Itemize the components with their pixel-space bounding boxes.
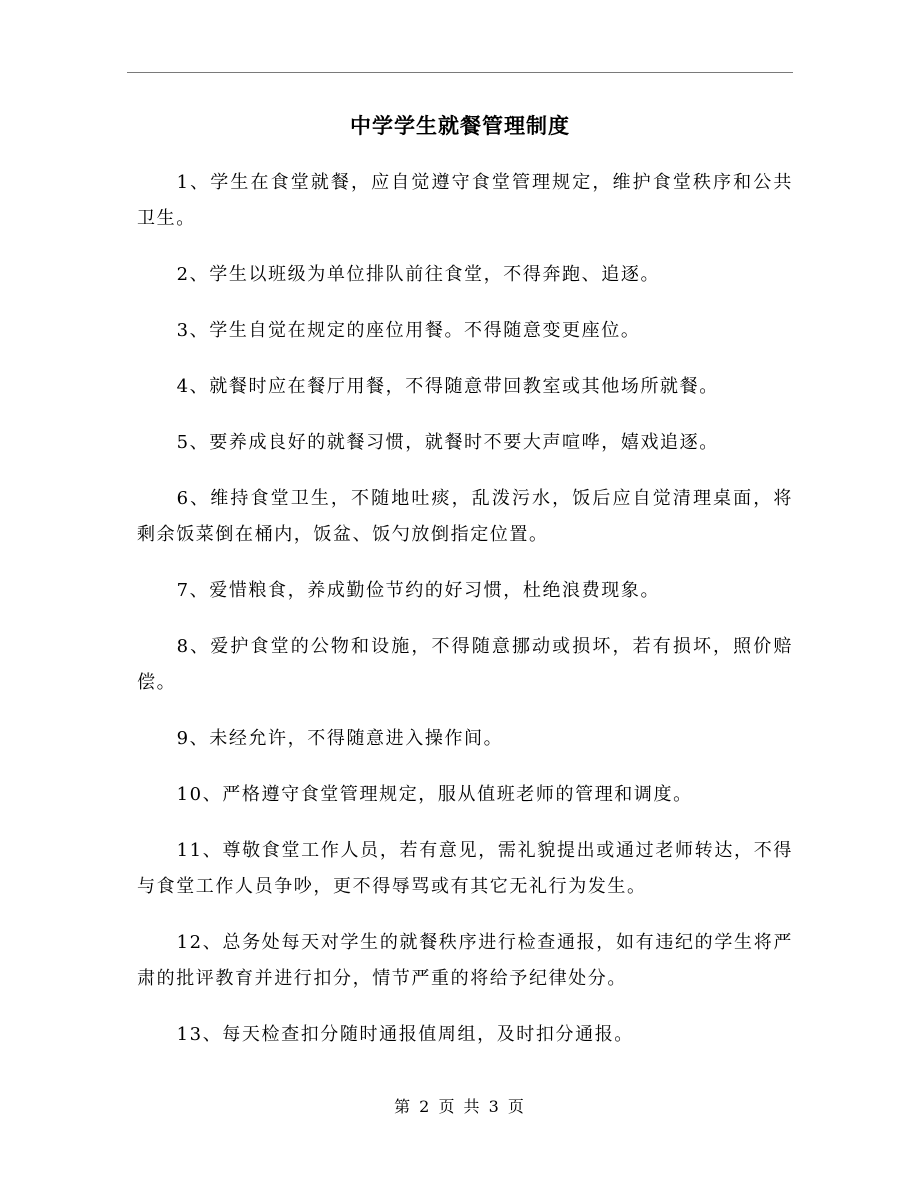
rule-item-12: 12、总务处每天对学生的就餐秩序进行检查通报，如有违纪的学生将严肃的批评教育并进行扣分，情节严重的将给予纪律处分。: [137, 932, 793, 989]
rule-item-6: 6、维持食堂卫生，不随地吐痰，乱泼污水，饭后应自觉清理桌面，将剩余饭菜倒在桶内，饭盆、饭勺放倒指定位置。: [137, 488, 793, 545]
rule-item-10: 10、严格遵守食堂管理规定，服从值班老师的管理和调度。: [176, 784, 693, 805]
rule-item-3: 3、学生自觉在规定的座位用餐。不得随意变更座位。: [176, 320, 641, 341]
rules-list: [137, 165, 793, 1073]
rule-item-1: 1、学生在食堂就餐，应自觉遵守食堂管理规定，维护食堂秩序和公共卫生。: [137, 172, 793, 229]
rule-item-7: 7、爱惜粮食，养成勤俭节约的好习惯，杜绝浪费现象。: [176, 580, 661, 601]
document-title: 中学学生就餐管理制度: [350, 113, 570, 138]
rule-item-9: 9、未经允许，不得随意进入操作间。: [176, 728, 504, 749]
rule-item-4: 4、就餐时应在餐厅用餐，不得随意带回教室或其他场所就餐。: [176, 376, 719, 397]
rule-item-2: 2、学生以班级为单位排队前往食堂，不得奔跑、追逐。: [176, 264, 661, 285]
rule-item-5: 5、要养成良好的就餐习惯，就餐时不要大声喧哗，嬉戏追逐。: [176, 432, 719, 453]
rule-item-11: 11、尊敬食堂工作人员，若有意见，需礼貌提出或通过老师转达，不得与食堂工作人员争吵，更不得辱骂或有其它无礼行为发生。: [137, 840, 793, 897]
rule-item-8: 8、爱护食堂的公物和设施，不得随意挪动或损坏，若有损坏，照价赔偿。: [137, 636, 793, 693]
header-divider: [127, 72, 793, 73]
rule-item-13: 13、每天检查扣分随时通报值周组，及时扣分通报。: [176, 1024, 634, 1045]
page-number: 第 2 页 共 3 页: [394, 1097, 526, 1116]
